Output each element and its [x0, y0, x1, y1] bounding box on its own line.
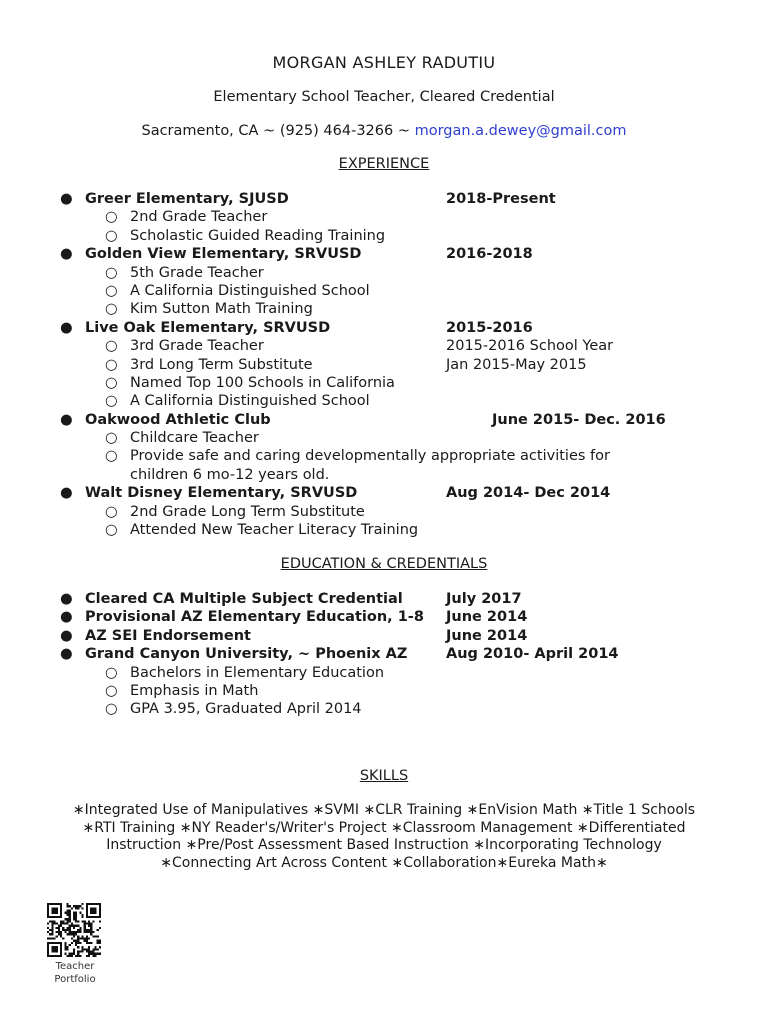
item-text: Scholastic Guided Reading Training [130, 227, 386, 244]
bullet-icon: ● [60, 485, 73, 502]
skills-heading: SKILLS [359, 768, 409, 784]
item-date: July 2017 [446, 591, 522, 607]
circle-bullet-icon: ○ [105, 374, 118, 391]
circle-bullet-icon: ○ [105, 356, 118, 373]
bullet-icon: ● [60, 646, 73, 663]
item-date: 2015-2016 [446, 319, 533, 336]
sub-list-item [60, 227, 740, 245]
circle-bullet-icon: ○ [105, 430, 118, 447]
bullet-icon: ● [60, 591, 73, 607]
qr-caption-line: Teacher [55, 961, 95, 972]
contact-details: Sacramento, CA ~ (925) 464-3266 ~ [141, 123, 415, 139]
sub-list-item [60, 300, 740, 318]
experience-list [60, 190, 740, 539]
list-item [60, 590, 740, 608]
circle-bullet-icon: ○ [105, 282, 118, 299]
sub-list-item [60, 466, 740, 484]
sub-list-item [60, 682, 740, 700]
bullet-icon: ● [60, 191, 73, 207]
sub-list-item [60, 337, 740, 355]
item-text: 2nd Grade Long Term Substitute [130, 503, 365, 520]
circle-bullet-icon: ○ [105, 209, 118, 226]
education-list [60, 590, 740, 719]
item-text: Grand Canyon University, ~ Phoenix AZ [85, 646, 408, 663]
qr-code-icon[interactable] [47, 903, 101, 957]
bullet-icon: ● [60, 609, 73, 626]
item-text: Live Oak Elementary, SRVUSD [85, 319, 331, 336]
item-date: June 2014 [446, 627, 528, 644]
item-text: Named Top 100 Schools in California [130, 374, 395, 391]
item-text: Provisional AZ Elementary Education, 1-8 [85, 609, 424, 626]
sub-list-item [60, 664, 740, 682]
bullet-icon: ● [60, 411, 73, 428]
item-text: Cleared CA Multiple Subject Credential [85, 591, 403, 607]
circle-bullet-icon: ○ [105, 301, 118, 318]
list-item [60, 190, 740, 208]
list-item [60, 484, 740, 502]
circle-bullet-icon: ○ [105, 682, 118, 699]
item-date: 2016-2018 [446, 246, 533, 263]
circle-bullet-icon: ○ [105, 701, 118, 718]
item-text: Attended New Teacher Literacy Training [130, 522, 419, 539]
circle-bullet-icon: ○ [105, 393, 118, 410]
sub-list-item [60, 264, 740, 282]
contact-line [0, 123, 768, 139]
sub-list-item [60, 392, 740, 410]
list-item [60, 608, 740, 626]
item-text: children 6 mo-12 years old. [130, 466, 330, 483]
list-item [60, 245, 740, 263]
sub-list-item [60, 356, 740, 374]
list-item [60, 319, 740, 337]
bullet-icon: ● [60, 246, 73, 263]
sub-list-item [60, 700, 740, 718]
item-text: 2nd Grade Teacher [130, 209, 268, 226]
item-text: Provide safe and caring developmentally appropriate activities for [130, 448, 610, 465]
item-text: GPA 3.95, Graduated April 2014 [130, 701, 362, 718]
email-link[interactable]: morgan.a.dewey@gmail.com [414, 123, 627, 139]
sub-list-item [60, 447, 740, 465]
item-date: Jan 2015-May 2015 [446, 356, 587, 373]
circle-bullet-icon: ○ [105, 448, 118, 465]
item-text: Golden View Elementary, SRVUSD [85, 246, 362, 263]
skills-line: Instruction ∗Pre/Post Assessment Based Instruction ∗Incorporating Technology [106, 837, 662, 853]
circle-bullet-icon: ○ [105, 522, 118, 539]
item-text: Emphasis in Math [130, 682, 259, 699]
item-text: Kim Sutton Math Training [130, 301, 313, 318]
list-item [60, 411, 740, 429]
list-item [60, 627, 740, 645]
item-text: 3rd Grade Teacher [130, 338, 264, 355]
sub-list-item [60, 429, 740, 447]
sub-list-item [60, 208, 740, 226]
item-text: Oakwood Athletic Club [85, 411, 271, 428]
item-date: Aug 2010- April 2014 [446, 646, 619, 663]
circle-bullet-icon: ○ [105, 338, 118, 355]
item-text: Bachelors in Elementary Education [130, 664, 385, 681]
circle-bullet-icon: ○ [105, 664, 118, 681]
skills-line: ∗Connecting Art Across Content ∗Collaboration∗Eureka Math∗ [160, 854, 608, 871]
sub-list-item [60, 374, 740, 392]
item-date: Aug 2014- Dec 2014 [446, 485, 611, 502]
qr-caption [40, 960, 110, 986]
item-date: 2018-Present [446, 191, 556, 207]
list-item [60, 645, 740, 663]
sub-list-item [60, 521, 740, 539]
item-text: A California Distinguished School [130, 393, 370, 410]
item-text: 3rd Long Term Substitute [130, 356, 313, 373]
circle-bullet-icon: ○ [105, 503, 118, 520]
resume-name: MORGAN ASHLEY RADUTIU [272, 53, 496, 72]
education-heading: EDUCATION & CREDENTIALS [280, 556, 488, 572]
circle-bullet-icon: ○ [105, 264, 118, 281]
skills-line: ∗Integrated Use of Manipulatives ∗SVMI ∗CLR Training ∗EnVision Math ∗Title 1 Schools [72, 802, 696, 818]
sub-list-item [60, 503, 740, 521]
item-text: 5th Grade Teacher [130, 264, 264, 281]
qr-caption-line: Portfolio [54, 974, 96, 985]
item-date: 2015-2016 School Year [446, 338, 614, 355]
circle-bullet-icon: ○ [105, 227, 118, 244]
item-text: AZ SEI Endorsement [85, 627, 251, 644]
item-date: June 2014 [446, 609, 528, 626]
skills-line: ∗RTI Training ∗NY Reader's/Writer's Project ∗Classroom Management ∗Differentiated [82, 819, 686, 836]
bullet-icon: ● [60, 319, 73, 336]
item-text: A California Distinguished School [130, 282, 370, 299]
skills-block [0, 802, 768, 872]
item-text: Walt Disney Elementary, SRVUSD [85, 485, 358, 502]
bullet-icon: ● [60, 627, 73, 644]
item-date: June 2015- Dec. 2016 [492, 411, 666, 428]
item-text: Greer Elementary, SJUSD [85, 191, 289, 207]
item-text: Childcare Teacher [130, 430, 259, 447]
resume-subtitle: Elementary School Teacher, Cleared Credential [213, 89, 555, 105]
experience-heading: EXPERIENCE [338, 156, 430, 172]
sub-list-item [60, 282, 740, 300]
